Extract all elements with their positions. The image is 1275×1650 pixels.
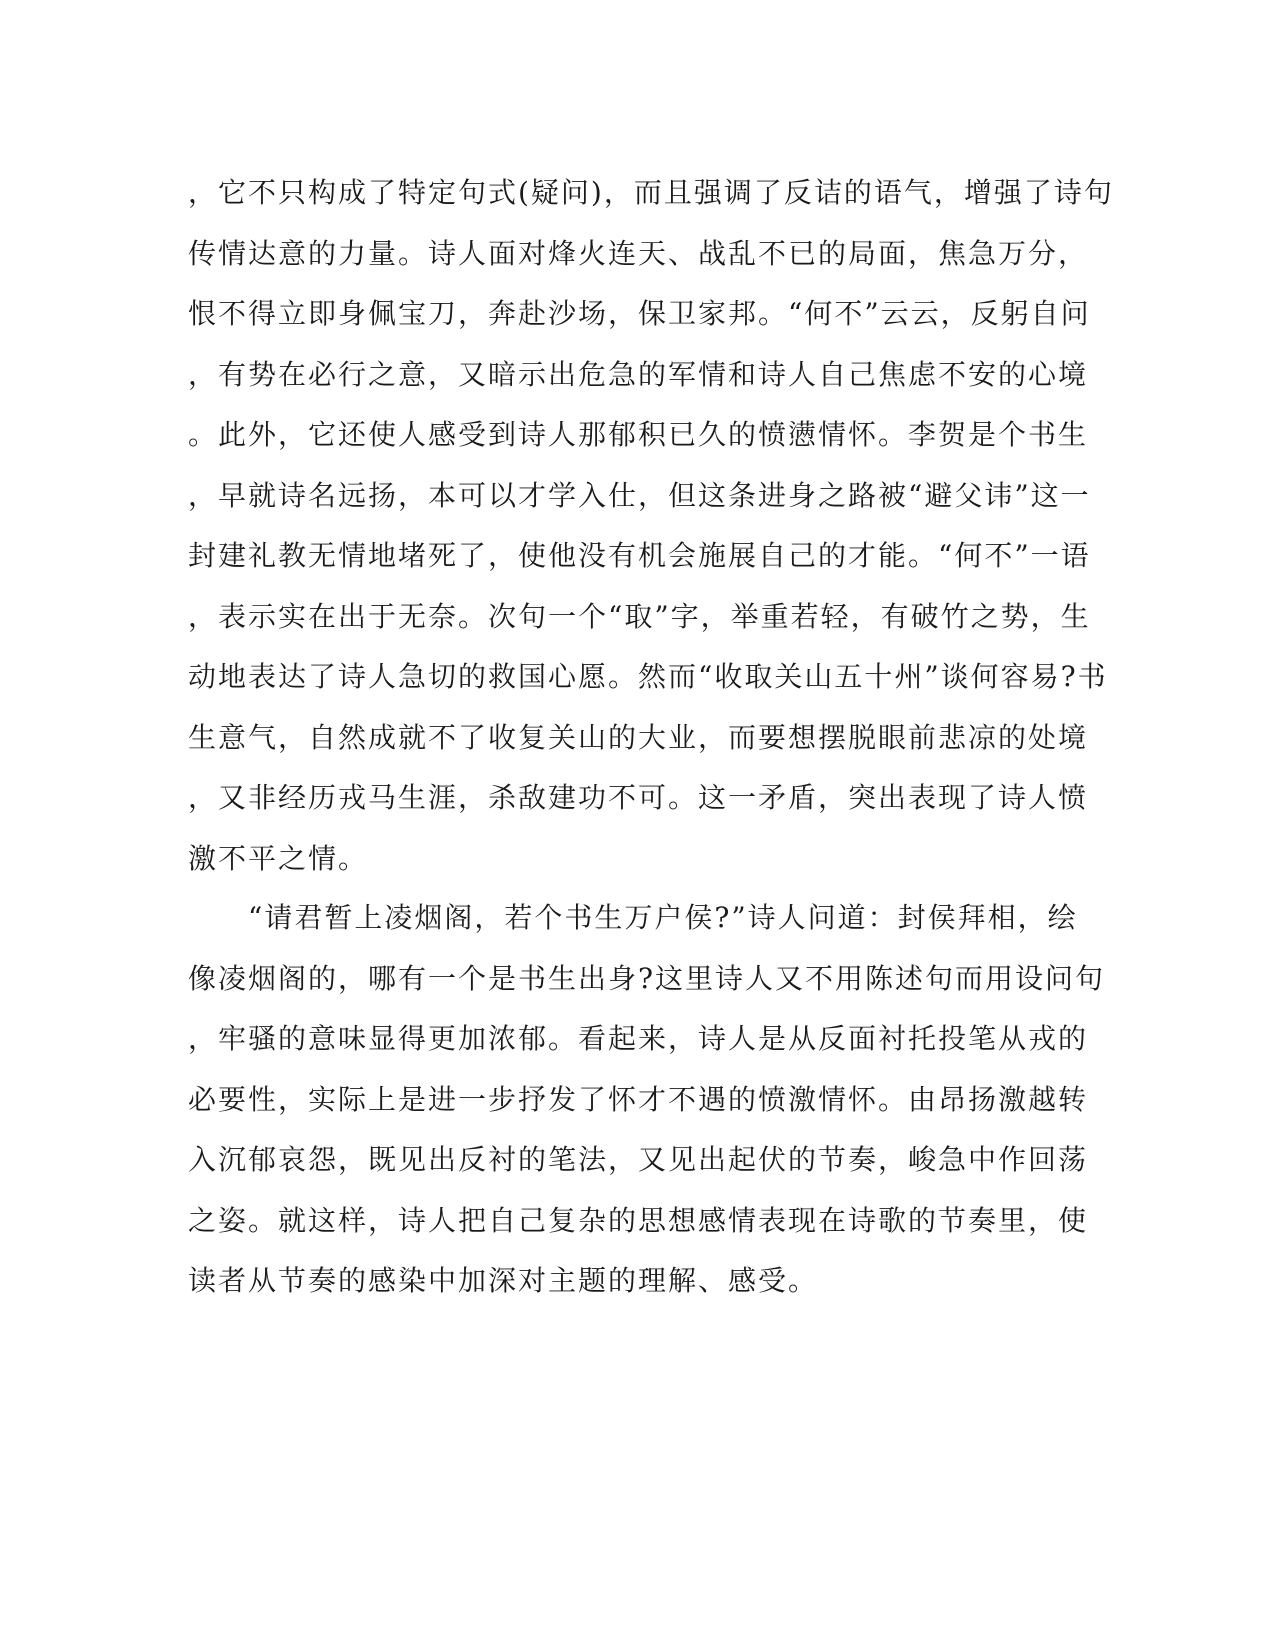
text-line: 封建礼教无情地堵死了，使他没有机会施展自己的才能。“何不”一语 <box>188 539 1091 572</box>
text-line: 传情达意的力量。诗人面对烽火连天、战乱不已的局面，焦急万分， <box>188 236 1089 270</box>
text-line: 必要性，实际上是进一步抒发了怀才不遇的愤激情怀。由昂扬激越转 <box>188 1082 1089 1116</box>
text-line: ，牢骚的意味显得更加浓郁。看起来，诗人是从反面衬托投笔从戎的 <box>188 1022 1089 1055</box>
text-line: ，它不只构成了特定句式(疑问)，而且强调了反诘的语气，增强了诗句 <box>188 176 1114 209</box>
text-line: ，又非经历戎马生涯，杀敌建功不可。这一矛盾，突出表现了诗人愤 <box>188 781 1089 814</box>
text-line: ，表示实在出于无奈。次句一个“取”字，举重若轻，有破竹之势，生 <box>188 599 1091 633</box>
text-line: ，有势在必行之意，又暗示出危急的军情和诗人自己焦虑不安的心境 <box>188 357 1089 391</box>
text-line: 激不平之情。 <box>188 841 369 875</box>
text-line: 像凌烟阁的，哪有一个是书生出身?这里诗人又不用陈述句而用设问句 <box>188 961 1106 995</box>
text-line: 恨不得立即身佩宝刀，奔赴沙场，保卫家邦。“何不”云云，反躬自问 <box>188 297 1091 330</box>
text-line: 之姿。就这样，诗人把自己复杂的思想感情表现在诗歌的节奏里，使 <box>188 1203 1089 1237</box>
text-line: 生意气，自然成就不了收复关山的大业，而要想摆脱眼前悲凉的处境 <box>188 720 1089 754</box>
text-line: 读者从节奏的感染中加深对主题的理解、感受。 <box>188 1264 819 1297</box>
paragraph-1 <box>188 163 1114 889</box>
text-line: 动地表达了诗人急切的救国心愿。然而“收取关山五十州”谈何容易?书 <box>188 660 1108 693</box>
text-line: “请君暂上凌烟阁，若个书生万户侯?”诗人问道：封侯拜相，绘 <box>188 901 1078 934</box>
text-line: 入沉郁哀怨，既见出反衬的笔法，又见出起伏的节奏，峻急中作回荡 <box>188 1143 1089 1176</box>
text-line: ，早就诗名远扬，本可以才学入仕，但这条进身之路被“避父讳”这一 <box>188 478 1091 512</box>
paragraph-2 <box>188 888 1106 1312</box>
text-line: 。此外，它还使人感受到诗人那郁积已久的愤懑情怀。李贺是个书生 <box>188 418 1089 451</box>
